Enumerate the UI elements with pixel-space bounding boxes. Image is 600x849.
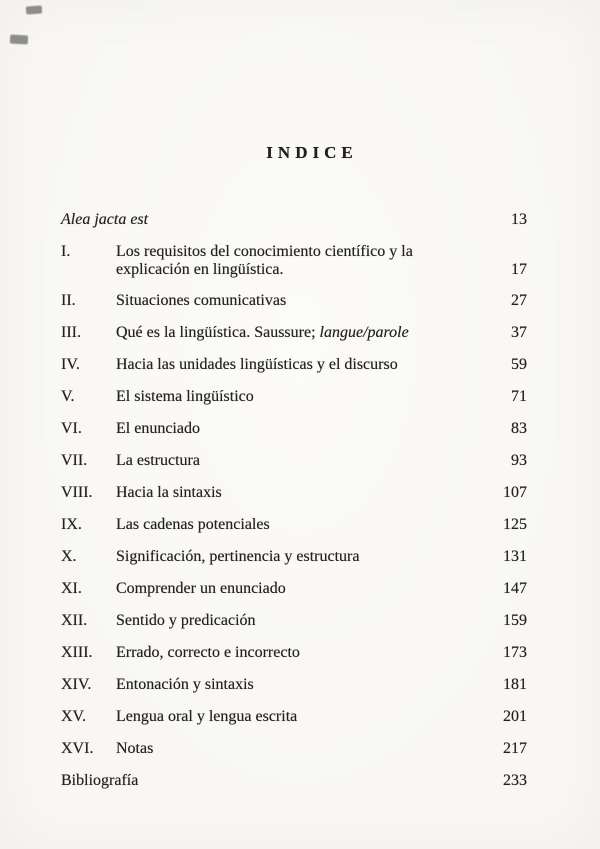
title-segment: Errado, correcto e incorrecto [116,644,300,661]
title-segment: El enunciado [116,420,200,437]
toc-row [61,644,527,662]
toc-row-front-matter [61,211,527,229]
toc-row [61,612,527,630]
toc-row [61,580,527,598]
ink-speck [10,35,28,45]
page-number: 147 [503,580,527,597]
ink-speck [26,5,43,14]
chapter-numeral: VII. [61,452,88,469]
chapter-numeral: XI. [61,580,82,597]
chapter-numeral: X. [61,548,77,565]
chapter-title [116,356,468,374]
page-number: 71 [511,388,527,405]
page-number: 159 [503,612,527,629]
chapter-title [116,548,468,566]
title-segment: Las cadenas potenciales [116,516,270,533]
page-number: 93 [511,452,527,469]
toc-row [61,516,527,534]
toc-row [61,420,527,438]
toc-row [61,676,527,694]
page-number: 107 [503,484,527,501]
toc-row [61,484,527,502]
toc-row [61,452,527,470]
page-number: 173 [503,644,527,661]
title-segment: Significación, pertinencia y estructura [116,548,360,565]
title-segment: Hacia la sintaxis [116,484,222,501]
chapter-title [116,580,468,598]
chapter-numeral: III. [61,324,81,341]
chapter-title [116,388,468,406]
toc-row [61,708,527,726]
chapter-title [116,452,468,470]
toc-row [61,292,527,310]
title-segment: Lengua oral y lengua escrita [116,708,298,725]
front-matter-label: Alea jacta est [61,211,149,228]
title-segment: Qué es la lingüística. Saussure; [116,324,320,341]
chapter-numeral: V. [61,388,75,405]
page-number: 17 [511,261,527,278]
page-number: 13 [511,211,527,228]
toc-row [61,740,527,758]
page-number: 27 [511,292,527,309]
toc-row [61,548,527,566]
chapter-numeral: I. [61,243,71,260]
page-number: 83 [511,420,527,437]
page-number: 217 [503,740,527,757]
chapter-numeral: IX. [61,516,82,533]
chapter-title [116,484,468,502]
page-number: 125 [503,516,527,533]
chapter-title [116,292,468,310]
page-title: INDICE [266,143,358,162]
chapter-title [116,420,468,438]
page-number: 201 [503,708,527,725]
chapter-numeral: IV. [61,356,80,373]
title-segment: Notas [116,740,154,757]
chapter-title [116,243,468,279]
chapter-title [116,676,468,694]
title-segment: Comprender un enunciado [116,580,286,597]
chapter-title [116,324,468,342]
page-number: 37 [511,324,527,341]
toc-row [61,356,527,374]
chapter-title [116,612,468,630]
toc-row [61,324,527,342]
title-segment: La estructura [116,452,200,469]
chapter-title [116,708,468,726]
toc-row [61,388,527,406]
chapter-numeral: XII. [61,612,88,629]
chapter-numeral: XV. [61,708,87,725]
page-number: 131 [503,548,527,565]
toc-row [61,243,527,279]
title-segment: El sistema lingüístico [116,388,254,405]
toc-row-back-matter [61,772,527,790]
title-segment: Hacia las unidades lingüísticas y el discurso [116,356,398,373]
title-segment: Situaciones comunicativas [116,292,287,309]
title-segment: Sentido y predicación [116,612,256,629]
page-number: 59 [511,356,527,373]
page-number: 233 [503,772,527,789]
title-segment: Los requisitos del conocimiento científico y la explicación en lingüística. [116,243,413,278]
title-segment: Entonación y sintaxis [116,676,254,693]
chapter-numeral: II. [61,292,76,309]
chapter-numeral: VIII. [61,484,93,501]
chapter-numeral: XIV. [61,676,92,693]
chapter-numeral: XVI. [61,740,94,757]
chapter-title [116,516,468,534]
back-matter-label: Bibliografía [61,772,139,789]
chapter-title [116,740,468,758]
title-segment: langue/parole [319,324,409,341]
chapter-numeral: XIII. [61,644,93,661]
page-number: 181 [503,676,527,693]
chapter-numeral: VI. [61,420,82,437]
chapter-title [116,644,468,662]
